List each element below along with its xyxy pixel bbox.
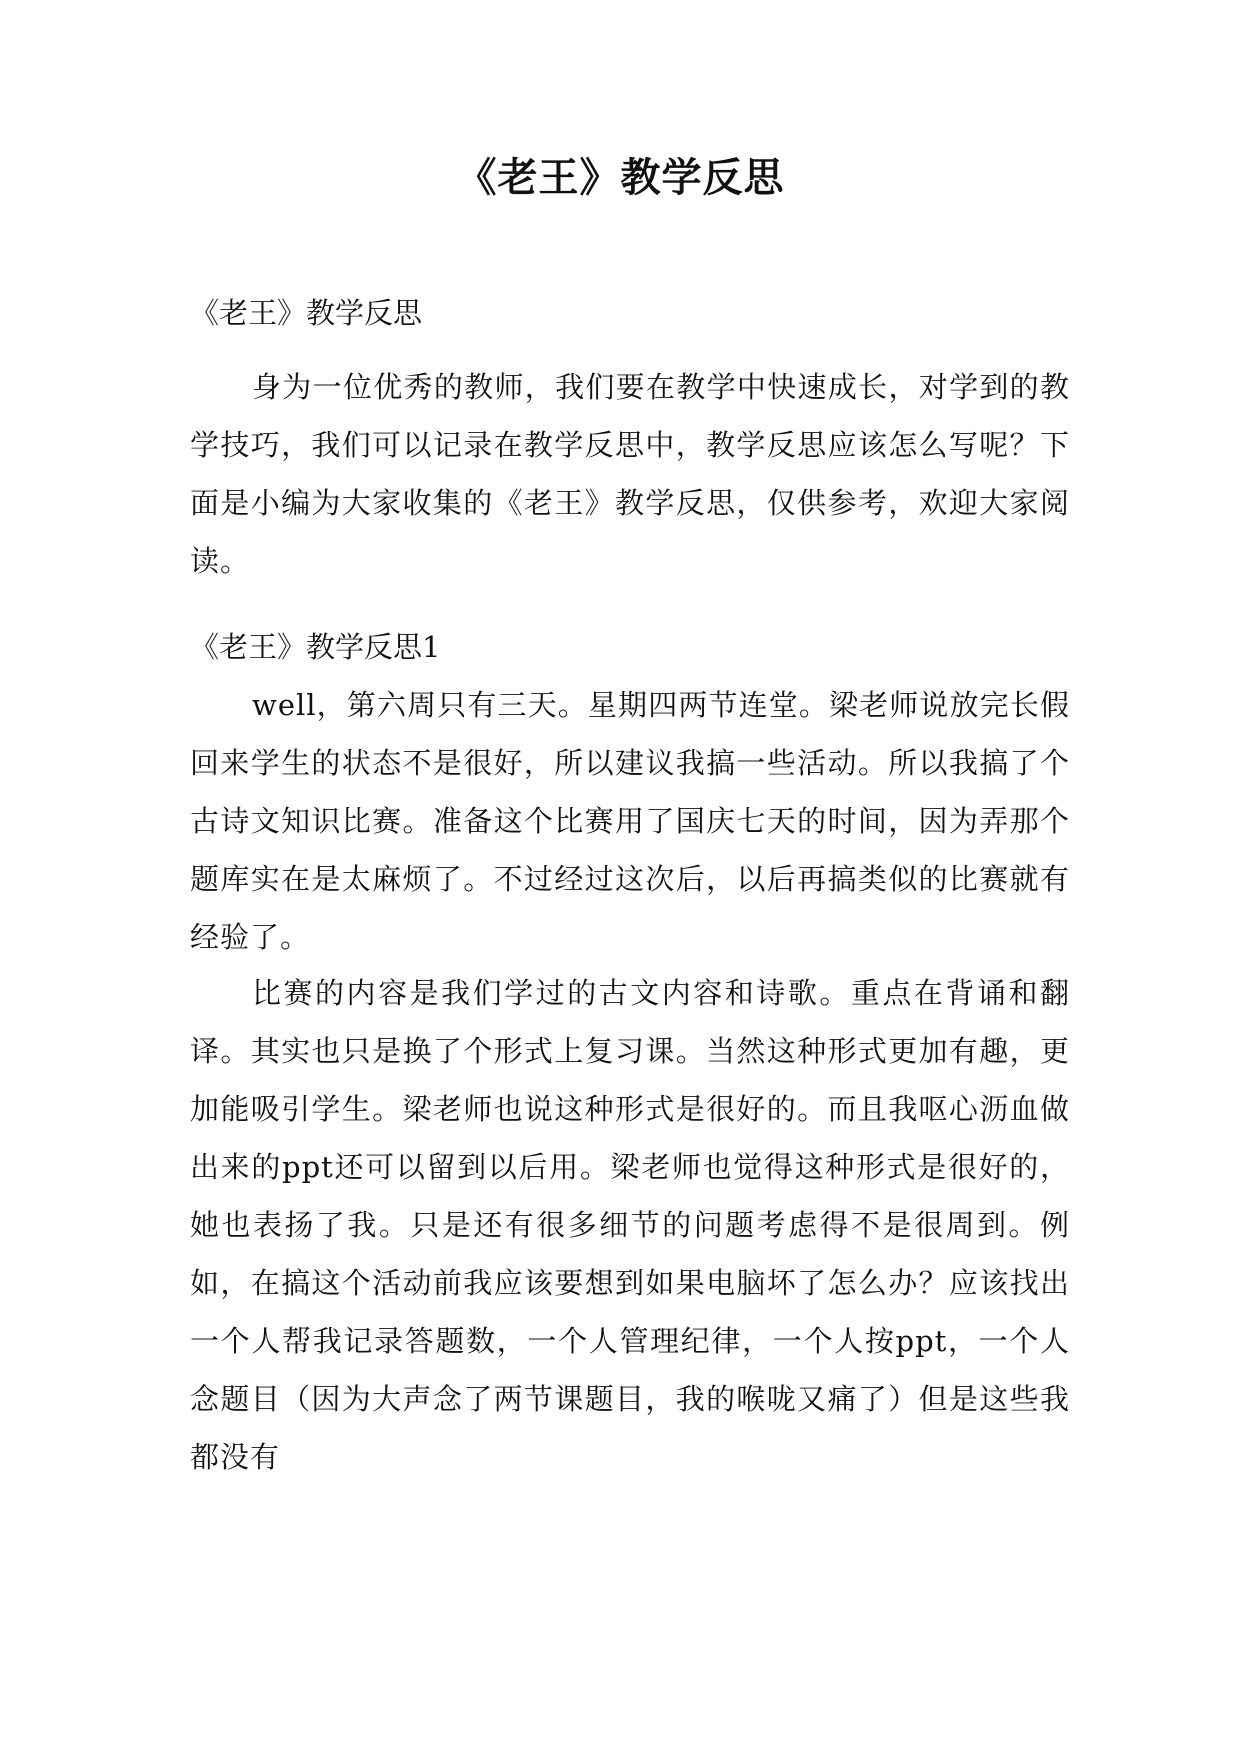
body-paragraph-2: 比赛的内容是我们学过的古文内容和诗歌。重点在背诵和翻译。其实也只是换了个形式上复习课。当然这种形式更加有趣，更加能吸引学生。梁老师也说这种形式是很好的。而且我呕心沥血做出来的ppt还可以留到以后用。梁老师也觉得这种形式是很好的，她也表扬了我。只是还有很多细节的问题考虑得不是很周到。例如，在搞这个活动前我应该要想到如果电脑坏了怎么办？应该找出一个人帮我记录答题数，一个人管理纪律，一个人按ppt，一个人念题目（因为大声念了两节课题目，我的喉咙又痛了）但是这些我都没有: [190, 976, 1070, 1474]
document-subtitle: 《老王》教学反思: [190, 296, 423, 330]
intro-paragraph: 身为一位优秀的教师，我们要在教学中快速成长，对学到的教学技巧，我们可以记录在教学反思中，教学反思应该怎么写呢？下面是小编为大家收集的《老王》教学反思，仅供参考，欢迎大家阅读。: [190, 370, 1070, 578]
body-paragraph-1: well，第六周只有三天。星期四两节连堂。梁老师说放完长假回来学生的状态不是很好，所以建议我搞一些活动。所以我搞了个古诗文知识比赛。准备这个比赛用了国庆七天的时间，因为弄那个题库实在是太麻烦了。不过经过这次后，以后再搞类似的比赛就有经验了。: [190, 688, 1070, 954]
document-title: 《老王》教学反思: [456, 155, 785, 201]
section-heading: 《老王》教学反思1: [190, 630, 441, 664]
